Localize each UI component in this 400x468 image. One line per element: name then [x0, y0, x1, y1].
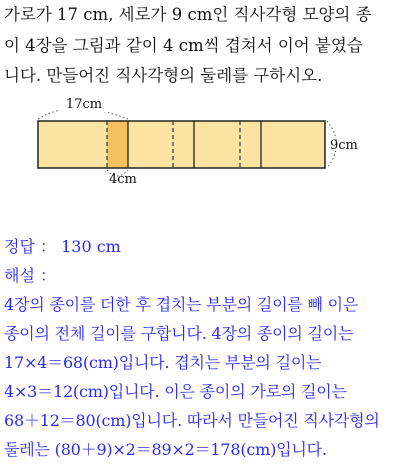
explanation-label: 해설 ：: [4, 266, 56, 285]
overlapping-papers-figure: [0, 92, 400, 202]
explanation-line: 4장의 종이를 더한 후 겹치는 부분의 길이를 빼 이은: [4, 295, 359, 314]
answer-label: 정답 ：: [4, 237, 56, 256]
problem-text: [4, 0, 398, 92]
explanation-line: 종이의 전체 길이를 구합니다. 4장의 종이의 길이는: [4, 324, 354, 343]
explanation-line: 둘레는 (80＋9)×2＝89×2＝178(cm)입니다.: [4, 440, 327, 459]
length-label: 17cm: [65, 97, 103, 112]
problem-line: 이 4장을 그림과 같이 4 cm씩 겹쳐서 이어 붙였습: [4, 35, 363, 55]
height-label: 9cm: [330, 138, 358, 153]
explanation-line: 17×4＝68(cm)입니다. 겹치는 부분의 길이는: [4, 353, 322, 372]
answer-line: [4, 232, 398, 261]
answer-section: [4, 232, 398, 464]
problem-line: 가로가 17 cm, 세로가 9 cm인 직사각형 모양의 종: [4, 5, 372, 24]
answer-value: 130 cm: [61, 237, 121, 256]
explanation-line: 4×3＝12(cm)입니다. 이은 종이의 가로의 길이는: [4, 382, 347, 401]
problem-line: 니다. 만들어진 직사각형의 둘레를 구하시오.: [4, 66, 323, 85]
paper-strip: [38, 121, 325, 168]
overlap-label: 4cm: [109, 172, 137, 187]
overlap-region: [107, 121, 128, 168]
explanation-line: 68＋12＝80(cm)입니다. 따라서 만들어진 직사각형의: [4, 411, 380, 430]
